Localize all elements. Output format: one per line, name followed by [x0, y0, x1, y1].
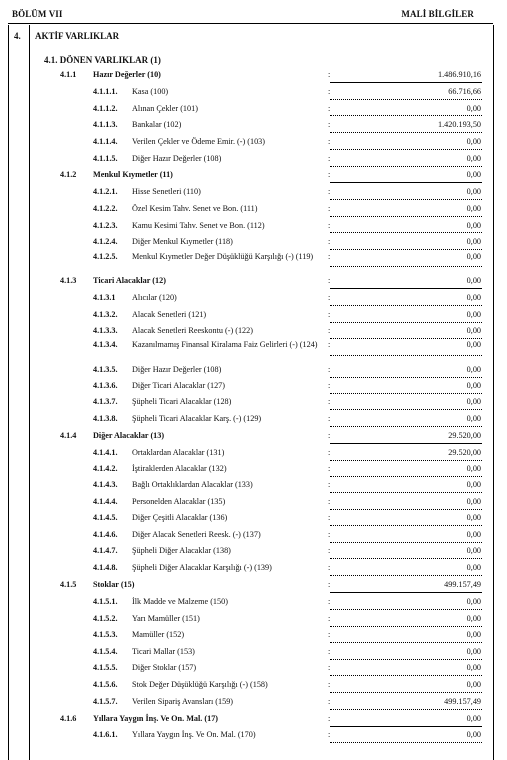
colon-separator: : — [328, 480, 331, 489]
colon-separator: : — [328, 397, 331, 406]
account-value: 0,00 — [466, 714, 481, 723]
account-label: Şüpheli Ticari Alacaklar Karş. (-) (129) — [132, 414, 262, 423]
account-value: 66.716,66 — [448, 87, 481, 96]
colon-separator: : — [328, 310, 331, 319]
account-label: Ticari Alacaklar (12) — [93, 276, 166, 285]
account-code: 4.1.3.7. — [93, 397, 118, 406]
account-code: 4.1.5 — [60, 580, 77, 589]
colon-separator: : — [328, 714, 331, 723]
value-underline — [330, 377, 482, 378]
account-value: 0,00 — [466, 293, 481, 302]
account-label: Diğer Menkul Kıymetler (118) — [132, 237, 233, 246]
account-code: 4.1.5.4. — [93, 647, 118, 656]
account-value: 0,00 — [466, 326, 481, 335]
account-value: 0,00 — [466, 530, 481, 539]
account-value: 0,00 — [466, 170, 481, 179]
account-code: 4.1.3.2. — [93, 310, 118, 319]
value-underline — [330, 199, 482, 200]
account-code: 4.1.2.2. — [93, 204, 118, 213]
value-underline — [330, 492, 482, 493]
account-value: 29.520,00 — [448, 448, 481, 457]
colon-separator: : — [328, 365, 331, 374]
account-label: Verilen Sipariş Avansları (159) — [132, 697, 234, 706]
account-label: İlk Madde ve Malzeme (150) — [132, 597, 228, 606]
colon-separator: : — [328, 237, 331, 246]
account-value: 499.157,49 — [444, 697, 481, 706]
account-value: 0,00 — [466, 252, 481, 261]
account-label: Diğer Alacaklar (13) — [93, 431, 165, 440]
account-value: 0,00 — [466, 563, 481, 572]
colon-separator: : — [328, 448, 331, 457]
account-value: 0,00 — [466, 680, 481, 689]
account-code: 4.1.5.1. — [93, 597, 118, 606]
account-code: 4.1.5.5. — [93, 663, 118, 672]
colon-separator: : — [328, 70, 331, 79]
section-number: 4. — [14, 31, 21, 41]
value-underline — [330, 609, 482, 610]
account-value: 0,00 — [466, 630, 481, 639]
account-label: Alacak Senetleri (121) — [132, 310, 207, 319]
colon-separator: : — [328, 137, 331, 146]
account-label: Alacak Senetleri Reeskontu (-) (122) — [132, 326, 253, 335]
account-label: Diğer Stoklar (157) — [132, 663, 197, 672]
account-label: Stok Değer Düşüklüğü Karşılığı (-) (158) — [132, 680, 268, 689]
value-underline — [330, 626, 482, 627]
account-value: 0,00 — [466, 730, 481, 739]
account-label: Diğer Hazır Değerler (108) — [132, 365, 222, 374]
value-underline — [330, 575, 482, 576]
value-underline — [330, 338, 482, 339]
account-label: Yıllara Yaygın İnş. Ve On. Mal. (170) — [132, 730, 256, 739]
account-value: 0,00 — [466, 104, 481, 113]
account-code: 4.1.3.4. — [93, 340, 118, 349]
value-underline — [330, 742, 482, 743]
account-value: 0,00 — [466, 597, 481, 606]
account-value: 0,00 — [466, 204, 481, 213]
account-code: 4.1.6 — [60, 714, 77, 723]
colon-separator: : — [328, 414, 331, 423]
account-code: 4.1.2.4. — [93, 237, 118, 246]
account-label: Alınan Çekler (101) — [132, 104, 198, 113]
value-underline — [330, 426, 482, 427]
account-label: Diğer Çeşitli Alacaklar (136) — [132, 513, 228, 522]
colon-separator: : — [328, 187, 331, 196]
colon-separator: : — [328, 630, 331, 639]
account-value: 0,00 — [466, 237, 481, 246]
colon-separator: : — [328, 563, 331, 572]
value-underline — [330, 132, 482, 133]
account-code: 4.1.1.1. — [93, 87, 118, 96]
value-underline — [330, 476, 482, 477]
colon-separator: : — [328, 104, 331, 113]
value-underline — [330, 443, 482, 444]
account-value: 0,00 — [466, 310, 481, 319]
account-label: Personelden Alacaklar (135) — [132, 497, 226, 506]
account-value: 0,00 — [466, 187, 481, 196]
colon-separator: : — [328, 697, 331, 706]
value-underline — [330, 409, 482, 410]
account-code: 4.1.2.3. — [93, 221, 118, 230]
account-label: Hazır Değerler (10) — [93, 70, 161, 79]
account-code: 4.1.3.3. — [93, 326, 118, 335]
value-underline — [330, 182, 482, 183]
account-label: Stoklar (15) — [93, 580, 135, 589]
account-label: Özel Kesim Tahv. Senet ve Bon. (111) — [132, 204, 258, 213]
account-code: 4.1.1.5. — [93, 154, 118, 163]
section-header: MALİ BİLGİLER — [401, 9, 474, 19]
account-code: 4.1.3.1 — [93, 293, 116, 302]
account-code: 4.1.1.3. — [93, 120, 118, 129]
account-code: 4.1.5.3. — [93, 630, 118, 639]
account-label: Yıllara Yaygın İnş. Ve On. Mal. (17) — [93, 714, 219, 723]
account-value: 0,00 — [466, 154, 481, 163]
account-label: Bağlı Ortaklıklardan Alacaklar (133) — [132, 480, 253, 489]
account-label: Diğer Alacak Senetleri Reesk. (-) (137) — [132, 530, 261, 539]
account-code: 4.1.4.4. — [93, 497, 118, 506]
colon-separator: : — [328, 276, 331, 285]
account-code: 4.1.1 — [60, 70, 77, 79]
colon-separator: : — [328, 340, 331, 349]
colon-separator: : — [328, 680, 331, 689]
account-label: Yarı Mamüller (151) — [132, 614, 200, 623]
account-label: Alıcılar (120) — [132, 293, 177, 302]
chapter-header: BÖLÜM VII — [12, 9, 63, 19]
account-label: Hisse Senetleri (110) — [132, 187, 201, 196]
account-code: 4.1.2.5. — [93, 252, 118, 261]
colon-separator: : — [328, 513, 331, 522]
account-code: 4.1.4.8. — [93, 563, 118, 572]
account-label: Kasa (100) — [132, 87, 169, 96]
account-label: Ortaklardan Alacaklar (131) — [132, 448, 225, 457]
colon-separator: : — [328, 614, 331, 623]
account-value: 0,00 — [466, 546, 481, 555]
colon-separator: : — [328, 597, 331, 606]
colon-separator: : — [328, 730, 331, 739]
value-underline — [330, 288, 482, 289]
value-underline — [330, 266, 482, 267]
value-underline — [330, 692, 482, 693]
colon-separator: : — [328, 464, 331, 473]
value-underline — [330, 99, 482, 100]
value-underline — [330, 542, 482, 543]
account-label: Menkul Kıymetler Değer Düşüklüğü Karşılığı (-) (119) — [132, 252, 314, 261]
value-underline — [330, 82, 482, 83]
account-code: 4.1.6.1. — [93, 730, 118, 739]
value-underline — [330, 592, 482, 593]
account-code: 4.1.4.6. — [93, 530, 118, 539]
account-value: 0,00 — [466, 464, 481, 473]
colon-separator: : — [328, 204, 331, 213]
account-value: 0,00 — [466, 497, 481, 506]
account-value: 0,00 — [466, 480, 481, 489]
value-underline — [330, 525, 482, 526]
account-code: 4.1.1.2. — [93, 104, 118, 113]
value-underline — [330, 249, 482, 250]
value-underline — [330, 642, 482, 643]
account-value: 0,00 — [466, 381, 481, 390]
account-value: 0,00 — [466, 137, 481, 146]
account-code: 4.1.2 — [60, 170, 77, 179]
account-code: 4.1.2.1. — [93, 187, 118, 196]
account-value: 0,00 — [466, 221, 481, 230]
value-underline — [330, 659, 482, 660]
account-value: 0,00 — [466, 397, 481, 406]
account-value: 0,00 — [466, 365, 481, 374]
value-underline — [330, 675, 482, 676]
value-underline — [330, 149, 482, 150]
account-code: 4.1.5.7. — [93, 697, 118, 706]
colon-separator: : — [328, 87, 331, 96]
value-underline — [330, 355, 482, 356]
colon-separator: : — [328, 663, 331, 672]
value-underline — [330, 232, 482, 233]
account-code: 4.1.4 — [60, 431, 77, 440]
colon-separator: : — [328, 326, 331, 335]
account-code: 4.1.3.6. — [93, 381, 118, 390]
colon-separator: : — [328, 546, 331, 555]
colon-separator: : — [328, 530, 331, 539]
account-value: 0,00 — [466, 513, 481, 522]
account-label: Kamu Kesimi Tahv. Senet ve Bon. (112) — [132, 221, 265, 230]
section-title: AKTİF VARLIKLAR — [35, 31, 120, 41]
account-code: 4.1.3.8. — [93, 414, 118, 423]
value-underline — [330, 726, 482, 727]
subsection-title: 4.1. DÖNEN VARLIKLAR (1) — [44, 55, 161, 65]
account-code: 4.1.1.4. — [93, 137, 118, 146]
value-underline — [330, 509, 482, 510]
account-code: 4.1.5.2. — [93, 614, 118, 623]
colon-separator: : — [328, 120, 331, 129]
value-underline — [330, 460, 482, 461]
value-underline — [330, 216, 482, 217]
colon-separator: : — [328, 647, 331, 656]
account-value: 29.520,00 — [448, 431, 481, 440]
account-value: 0,00 — [466, 614, 481, 623]
account-code: 4.1.5.6. — [93, 680, 118, 689]
account-code: 4.1.4.2. — [93, 464, 118, 473]
colon-separator: : — [328, 221, 331, 230]
colon-separator: : — [328, 293, 331, 302]
value-underline — [330, 305, 482, 306]
account-code: 4.1.4.7. — [93, 546, 118, 555]
account-code: 4.1.3.5. — [93, 365, 118, 374]
account-code: 4.1.4.5. — [93, 513, 118, 522]
value-underline — [330, 322, 482, 323]
account-label: Diğer Ticari Alacaklar (127) — [132, 381, 225, 390]
account-value: 0,00 — [466, 276, 481, 285]
account-label: Şüpheli Ticari Alacaklar (128) — [132, 397, 232, 406]
colon-separator: : — [328, 431, 331, 440]
account-label: Mamüller (152) — [132, 630, 185, 639]
colon-separator: : — [328, 497, 331, 506]
value-underline — [330, 558, 482, 559]
account-code: 4.1.3 — [60, 276, 77, 285]
account-value: 0,00 — [466, 414, 481, 423]
account-value: 0,00 — [466, 647, 481, 656]
account-label: Şüpheli Diğer Alacaklar Karşılığı (-) (139) — [132, 563, 272, 572]
colon-separator: : — [328, 154, 331, 163]
account-label: İştiraklerden Alacaklar (132) — [132, 464, 227, 473]
account-code: 4.1.4.3. — [93, 480, 118, 489]
account-label: Bankalar (102) — [132, 120, 182, 129]
account-label: Menkul Kıymetler (11) — [93, 170, 173, 179]
account-value: 0,00 — [466, 663, 481, 672]
value-underline — [330, 166, 482, 167]
account-label: Verilen Çekler ve Ödeme Emir. (-) (103) — [132, 137, 265, 146]
account-label: Diğer Hazır Değerler (108) — [132, 154, 222, 163]
account-label: Ticari Mallar (153) — [132, 647, 195, 656]
value-underline — [330, 115, 482, 116]
colon-separator: : — [328, 580, 331, 589]
colon-separator: : — [328, 252, 331, 261]
account-value: 499.157,49 — [444, 580, 481, 589]
account-value: 1.486.910,16 — [438, 70, 481, 79]
account-label: Kazanılmamış Finansal Kiralama Faiz Gelirleri (-) (124) — [132, 340, 318, 349]
account-code: 4.1.4.1. — [93, 448, 118, 457]
colon-separator: : — [328, 170, 331, 179]
account-value: 1.420.193,50 — [438, 120, 481, 129]
account-value: 0,00 — [466, 340, 481, 349]
account-label: Şüpheli Diğer Alacaklar (138) — [132, 546, 231, 555]
colon-separator: : — [328, 381, 331, 390]
value-underline — [330, 709, 482, 710]
value-underline — [330, 393, 482, 394]
